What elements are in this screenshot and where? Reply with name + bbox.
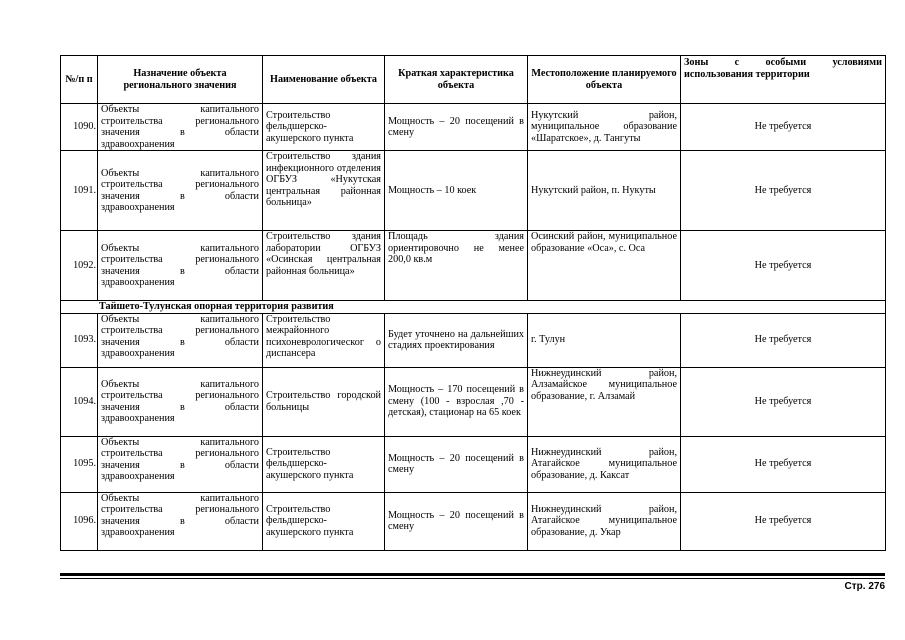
row-number: 1096. [61, 492, 98, 550]
footer-divider-thick [60, 573, 885, 576]
row-object-name: Строительство межрайонного психоневрологическог о диспансера [263, 313, 385, 367]
table-row [61, 231, 886, 301]
row-purpose: Объекты капитального строительства регионального значения в области здравоохранения [98, 367, 263, 436]
row-zones: Не требуется [681, 492, 886, 550]
row-purpose: Объекты капитального строительства регионального значения в области здравоохранения [98, 436, 263, 492]
table-row [61, 436, 886, 492]
row-features: Мощность – 10 коек [385, 151, 528, 231]
row-features: Мощность – 20 посещений в смену [385, 436, 528, 492]
row-number: 1091. [61, 151, 98, 231]
row-location: Нукутский район, муниципальное образование «Шаратское», д. Тангуты [528, 104, 681, 151]
row-object-name: Строительство здания инфекционного отделения ОГБУЗ «Нукутская центральная районная больница» [263, 151, 385, 231]
row-zones: Не требуется [681, 231, 886, 301]
table-row [61, 104, 886, 151]
row-location: Нукутский район, п. Нукуты [528, 151, 681, 231]
row-object-name: Строительство городской больницы [263, 367, 385, 436]
row-location: Осинский район, муниципальное образование «Оса», с. Оса [528, 231, 681, 301]
row-purpose: Объекты капитального строительства регионального значения в области здравоохранения [98, 231, 263, 301]
objects-table [60, 55, 886, 551]
row-features: Площадь здания ориентировочно не менее 200,0 кв.м [385, 231, 528, 301]
header-row [61, 56, 886, 104]
header-zones: Зоны с особыми условиями использования территории [681, 56, 886, 104]
row-features: Будет уточнено на дальнейших стадиях проектирования [385, 313, 528, 367]
row-location: Нижнеудинский район, Атагайское муниципальное образование, д. Каксат [528, 436, 681, 492]
row-location: г. Тулун [528, 313, 681, 367]
row-features: Мощность – 170 посещений в смену (100 - взрослая ,70 - детская), стационар на 65 коек [385, 367, 528, 436]
header-number: №/п п [61, 56, 98, 104]
row-object-name: Строительство фельдшерско-акушерского пункта [263, 104, 385, 151]
section-header-row [61, 301, 886, 314]
header-name: Наименование объекта [263, 56, 385, 104]
row-number: 1092. [61, 231, 98, 301]
page-number: Стр. 276 [844, 581, 885, 592]
row-zones: Не требуется [681, 436, 886, 492]
header-features: Краткая характеристика объекта [385, 56, 528, 104]
header-purpose: Назначение объекта регионального значения [98, 56, 263, 104]
row-number: 1095. [61, 436, 98, 492]
row-object-name: Строительство фельдшерско-акушерского пункта [263, 436, 385, 492]
row-zones: Не требуется [681, 313, 886, 367]
row-purpose: Объекты капитального строительства регионального значения в области здравоохранения [98, 492, 263, 550]
row-number: 1093. [61, 313, 98, 367]
row-features: Мощность – 20 посещений в смену [385, 104, 528, 151]
row-purpose: Объекты капитального строительства регионального значения в области здравоохранения [98, 104, 263, 151]
row-purpose: Объекты капитального строительства регионального значения в области здравоохранения [98, 313, 263, 367]
row-purpose: Объекты капитального строительства регионального значения в области здравоохранения [98, 151, 263, 231]
row-zones: Не требуется [681, 151, 886, 231]
table-row [61, 492, 886, 550]
header-location: Местоположение планируемого объекта [528, 56, 681, 104]
row-location: Нижнеудинский район, Атагайское муниципальное образование, д. Укар [528, 492, 681, 550]
row-object-name: Строительство фельдшерско-акушерского пункта [263, 492, 385, 550]
table-row [61, 367, 886, 436]
row-location: Нижнеудинский район, Алзамайское муниципальное образование, г. Алзамай [528, 367, 681, 436]
table-row [61, 151, 886, 231]
row-number: 1094. [61, 367, 98, 436]
row-zones: Не требуется [681, 104, 886, 151]
row-object-name: Строительство здания лаборатории ОГБУЗ «Осинская центральная районная больница» [263, 231, 385, 301]
row-number: 1090. [61, 104, 98, 151]
section-title: Тайшето-Тулунская опорная территория развития [61, 301, 886, 314]
table-row [61, 313, 886, 367]
row-zones: Не требуется [681, 367, 886, 436]
footer-divider-thin [60, 578, 885, 579]
row-features: Мощность – 20 посещений в смену [385, 492, 528, 550]
document-table-container [60, 55, 885, 551]
